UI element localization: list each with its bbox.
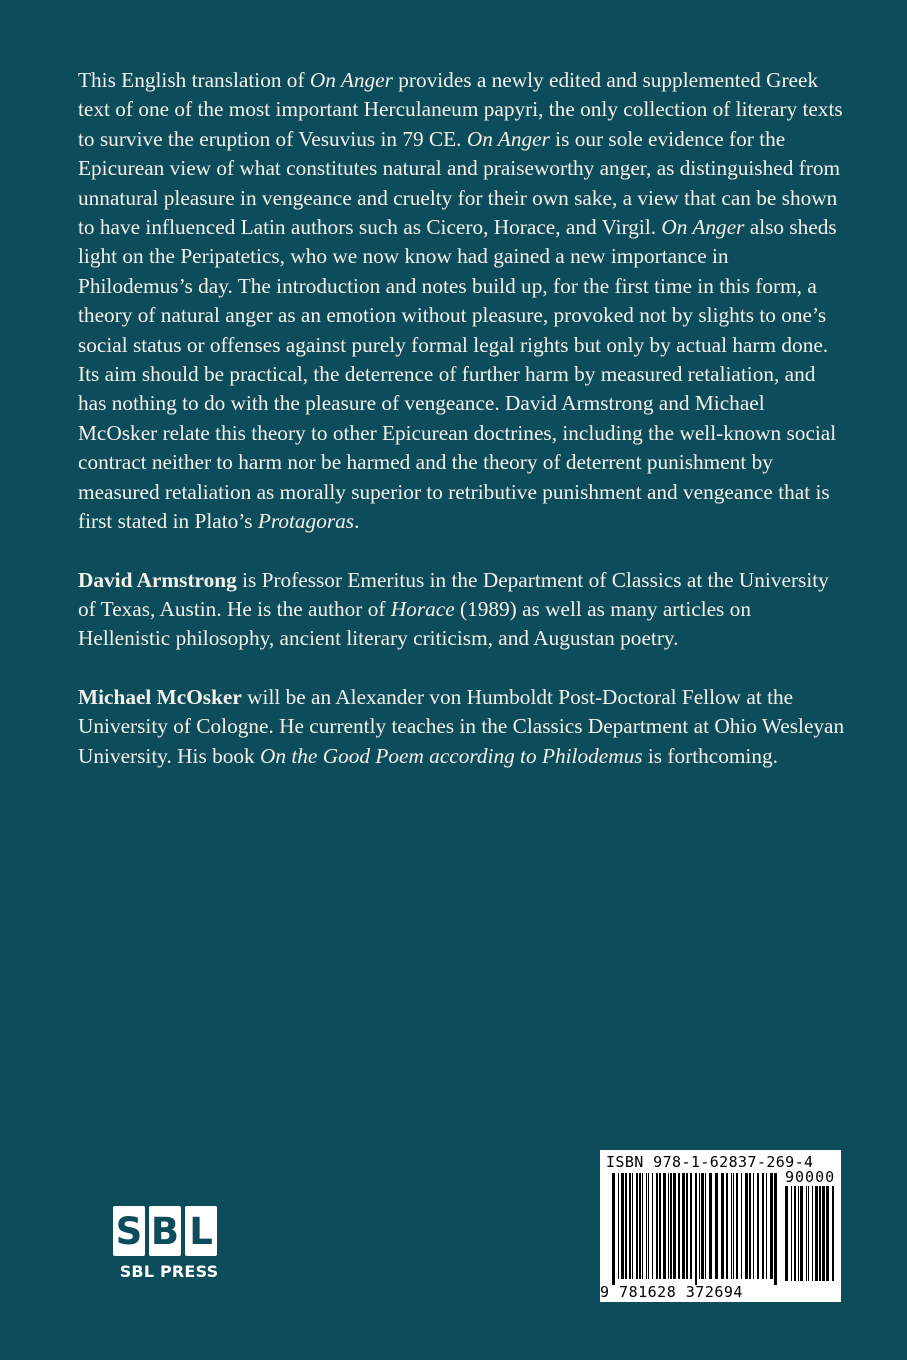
isbn-barcode	[600, 1150, 841, 1302]
isbn-label: ISBN 978-1-62837-269-4	[606, 1153, 814, 1171]
logo-letter-l: L	[185, 1206, 217, 1256]
description-paragraph	[78, 66, 848, 537]
author-bio-armstrong	[78, 566, 848, 654]
text-run: is Professor Emeritus in the Department of Classics at the University of Texas, Austin. He is the author of	[78, 567, 829, 621]
back-cover-text	[78, 66, 848, 800]
sbl-press-logo	[113, 1206, 225, 1288]
text-run: is forthcoming.	[642, 743, 778, 768]
book-title: On Anger	[661, 215, 745, 240]
logo-letter-s: S	[113, 1206, 145, 1256]
text-run: is our sole evidence for the Epicurean view of what constitutes natural and praiseworthy anger, as distinguished from unnatural pleasure in vengeance and cruelty for their own sake, a view that can be shown to have influenced Latin authors such as Cicero, Horace, and Virgil.	[78, 126, 841, 240]
text-run: will be an Alexander von Humboldt Post-Doctoral Fellow at the University of Cologne. He currently teaches in the Classics Department at Ohio Wesleyan University. His book	[78, 684, 845, 768]
barcode-bars	[612, 1173, 778, 1285]
text-run: provides a newly edited and supplemented Greek text of one of the most important Herculaneum papyri, the only collection of literary texts to survive the eruption of Vesuvius in 79 CE.	[78, 68, 843, 151]
author-name: David Armstrong	[78, 567, 237, 592]
book-title: On Anger	[309, 68, 393, 92]
text-run: also sheds light on the Peripatetics, who we now know had gained a new importance in Philodemus’s day. The introduction and notes build up, for the first time in this form, a theory of natural anger as an emotion without pleasure, provoked not by slights to one’s social status or offenses against purely formal legal rights but only by actual harm done. Its aim should be practical, the deterrence of further harm by measured retaliation, and has nothing to do with the pleasure of vengeance. David Armstrong and Michael McOsker relate this theory to other Epicurean doctrines, including the well-known social contract neither to harm nor be harmed and the theory of deterrent punishment by measured retaliation as morally superior to retributive punishment and vengeance that is first stated in Plato’s	[78, 215, 837, 534]
text-run: (1989) as well as many articles on Hellenistic philosophy, ancient literary criticism, and Augustan poetry.	[78, 596, 751, 651]
book-title: Horace	[390, 596, 455, 621]
author-bio-mcosker	[78, 683, 848, 771]
text-run: This English translation of	[78, 68, 310, 92]
barcode-addon-number: 90000	[785, 1168, 836, 1186]
book-title: On the Good Poem according to Philodemus	[260, 743, 643, 768]
text-run: .	[354, 509, 360, 534]
barcode-addon-bars	[785, 1186, 835, 1281]
press-name: SBL PRESS	[119, 1262, 219, 1281]
barcode-digits: 9 781628 372694	[600, 1283, 743, 1301]
book-title: Protagoras	[257, 509, 355, 534]
author-name: Michael McOsker	[78, 684, 242, 709]
book-title: On Anger	[466, 126, 550, 151]
logo-letter-b: B	[149, 1206, 181, 1256]
